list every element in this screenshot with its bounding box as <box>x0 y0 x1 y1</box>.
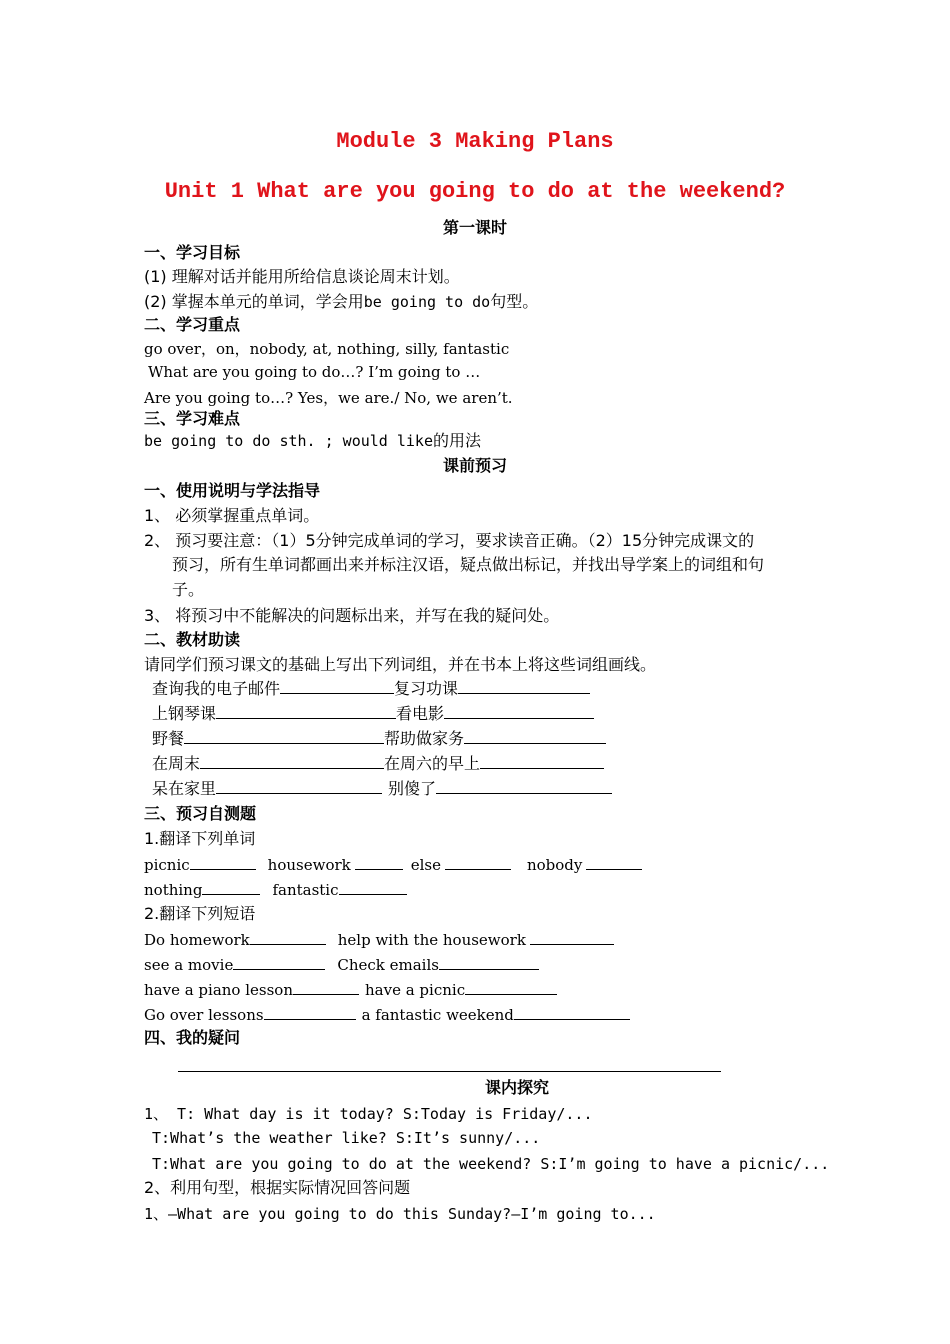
answer-blank[interactable] <box>458 679 590 694</box>
phrase-item: Go over lessons <box>144 1006 264 1024</box>
word-item: else <box>410 856 441 874</box>
phrase-item: a fantastic weekend <box>361 1006 514 1024</box>
answer-blank[interactable] <box>445 855 511 870</box>
phrases-row <box>144 980 557 1000</box>
questions-heading: 四、我的疑问 <box>144 1028 241 1047</box>
phrase-row <box>152 729 606 749</box>
in-class-heading-2: 2、利用句型，根据实际情况回答问题 <box>144 1178 411 1197</box>
phrase-row <box>152 779 612 799</box>
phrase-right: 帮助做家务 <box>384 729 465 748</box>
answer-blank[interactable] <box>439 955 539 970</box>
answer-blank[interactable] <box>514 1005 630 1020</box>
answer-blank[interactable] <box>355 855 403 870</box>
phrase-right: 在周六的早上 <box>384 754 481 773</box>
guide-item-3: 3、 将预习中不能解决的问题标出来，并写在我的疑问处。 <box>144 606 560 625</box>
phrase-item: have a picnic <box>365 981 466 999</box>
in-class-section-title: 课内探究 <box>485 1078 550 1097</box>
objectives-heading: 一、学习目标 <box>144 243 241 262</box>
guide-item-1: 1、 必须掌握重点单词。 <box>144 506 320 525</box>
answer-blank[interactable] <box>190 855 256 870</box>
words-row-1 <box>144 855 642 875</box>
key-points-line-2: What are you going to do…? I’m going to … <box>148 363 481 381</box>
word-item: nothing <box>144 881 203 899</box>
answer-blank[interactable] <box>202 880 260 895</box>
phrase-left: 呆在家里 <box>152 779 217 798</box>
phrase-item: Do homework <box>144 931 250 949</box>
answer-blank[interactable] <box>465 980 557 995</box>
objective-2-text-c: 句型。 <box>490 292 539 311</box>
key-points-line-1: go over，on，nobody, at, nothing, silly, fantastic <box>144 340 510 358</box>
word-item: fantastic <box>272 881 339 899</box>
difficulties-code: be going to do sth. ; would like <box>144 432 433 450</box>
words-title: 1.翻译下列单词 <box>144 829 256 848</box>
word-item: nobody <box>526 856 583 874</box>
phrase-item: Check emails <box>337 956 439 974</box>
lesson-title: 第一课时 <box>442 218 507 237</box>
preview-section-title: 课前预习 <box>442 456 507 475</box>
answer-blank[interactable] <box>444 704 594 719</box>
guide-item-2-line-3: 子。 <box>172 580 205 599</box>
textbook-heading: 二、教材助读 <box>144 630 241 649</box>
phrase-left: 在周末 <box>152 754 201 773</box>
phrase-row <box>152 754 604 774</box>
phrase-right: 看电影 <box>396 704 445 723</box>
words-row-2 <box>144 880 407 900</box>
phrase-row <box>152 704 594 724</box>
phrase-left: 上钢琴课 <box>152 704 217 723</box>
phrase-left: 野餐 <box>152 729 185 748</box>
objective-2-code: be going to do <box>363 293 491 311</box>
key-points-heading: 二、学习重点 <box>144 315 241 334</box>
answer-blank[interactable] <box>264 1005 356 1020</box>
phrase-right: 别傻了 <box>388 779 437 798</box>
in-class-line-1: 1、 T: What day is it today? S:Today is Friday/... <box>144 1105 593 1123</box>
unit-title: Unit 1 What are you going to do at the weekend? <box>164 179 786 204</box>
phrases-title: 2.翻译下列短语 <box>144 904 256 923</box>
word-item: housework <box>267 856 351 874</box>
answer-blank[interactable] <box>530 930 614 945</box>
key-points-line-3: Are you going to…? Yes，we are./ No, we aren’t. <box>144 389 513 407</box>
answer-blank[interactable] <box>250 930 326 945</box>
guide-item-2-line-2: 预习，所有生单词都画出来并标注汉语，疑点做出标记，并找出导学案上的词组和句 <box>172 555 765 574</box>
in-class-line-3: T:What are you going to do at the weekend? S:I’m going to have a picnic/... <box>152 1155 830 1173</box>
phrase-right: 复习功课 <box>394 679 459 698</box>
answer-blank[interactable] <box>280 679 394 694</box>
questions-answer-line[interactable] <box>178 1071 721 1072</box>
guide-item-2-line-1: 2、 预习要注意：（1）5分钟完成单词的学习，要求读音正确。（2）15分钟完成课文的 <box>144 531 755 550</box>
self-test-heading: 三、预习自测题 <box>144 804 257 823</box>
module-title: Module 3 Making Plans <box>336 129 614 154</box>
difficulties-heading: 三、学习难点 <box>144 409 241 428</box>
objective-1: (1) 理解对话并能用所给信息谈论周末计划。 <box>144 267 460 286</box>
answer-blank[interactable] <box>436 779 612 794</box>
answer-blank[interactable] <box>293 980 359 995</box>
difficulties-text: 的用法 <box>432 431 481 450</box>
answer-blank[interactable] <box>339 880 407 895</box>
answer-blank[interactable] <box>464 729 606 744</box>
textbook-intro: 请同学们预习课文的基础上写出下列词组，并在书本上将这些词组画线。 <box>144 655 657 674</box>
objective-2-text-a: (2) 掌握本单元的单词，学会用 <box>144 292 364 311</box>
phrases-row <box>144 930 614 950</box>
in-class-line-4: 1、—What are you going to do this Sunday?—I’m going to... <box>144 1205 656 1223</box>
answer-blank[interactable] <box>200 754 384 769</box>
difficulties-line <box>144 431 481 452</box>
guide-heading: 一、使用说明与学法指导 <box>144 481 321 500</box>
phrase-item: help with the housework <box>337 931 526 949</box>
phrases-row <box>144 955 539 975</box>
answer-blank[interactable] <box>184 729 384 744</box>
answer-blank[interactable] <box>586 855 642 870</box>
in-class-line-2: T:What’s the weather like? S:It’s sunny/... <box>152 1129 541 1147</box>
answer-blank[interactable] <box>233 955 325 970</box>
phrase-item: see a movie <box>144 956 234 974</box>
objective-2 <box>144 292 538 312</box>
phrase-item: have a piano lesson <box>144 981 293 999</box>
phrases-row <box>144 1005 630 1025</box>
answer-blank[interactable] <box>216 704 396 719</box>
word-item: picnic <box>144 856 190 874</box>
answer-blank[interactable] <box>480 754 604 769</box>
answer-blank[interactable] <box>216 779 382 794</box>
phrase-left: 查询我的电子邮件 <box>152 679 281 698</box>
phrase-row <box>152 679 590 699</box>
